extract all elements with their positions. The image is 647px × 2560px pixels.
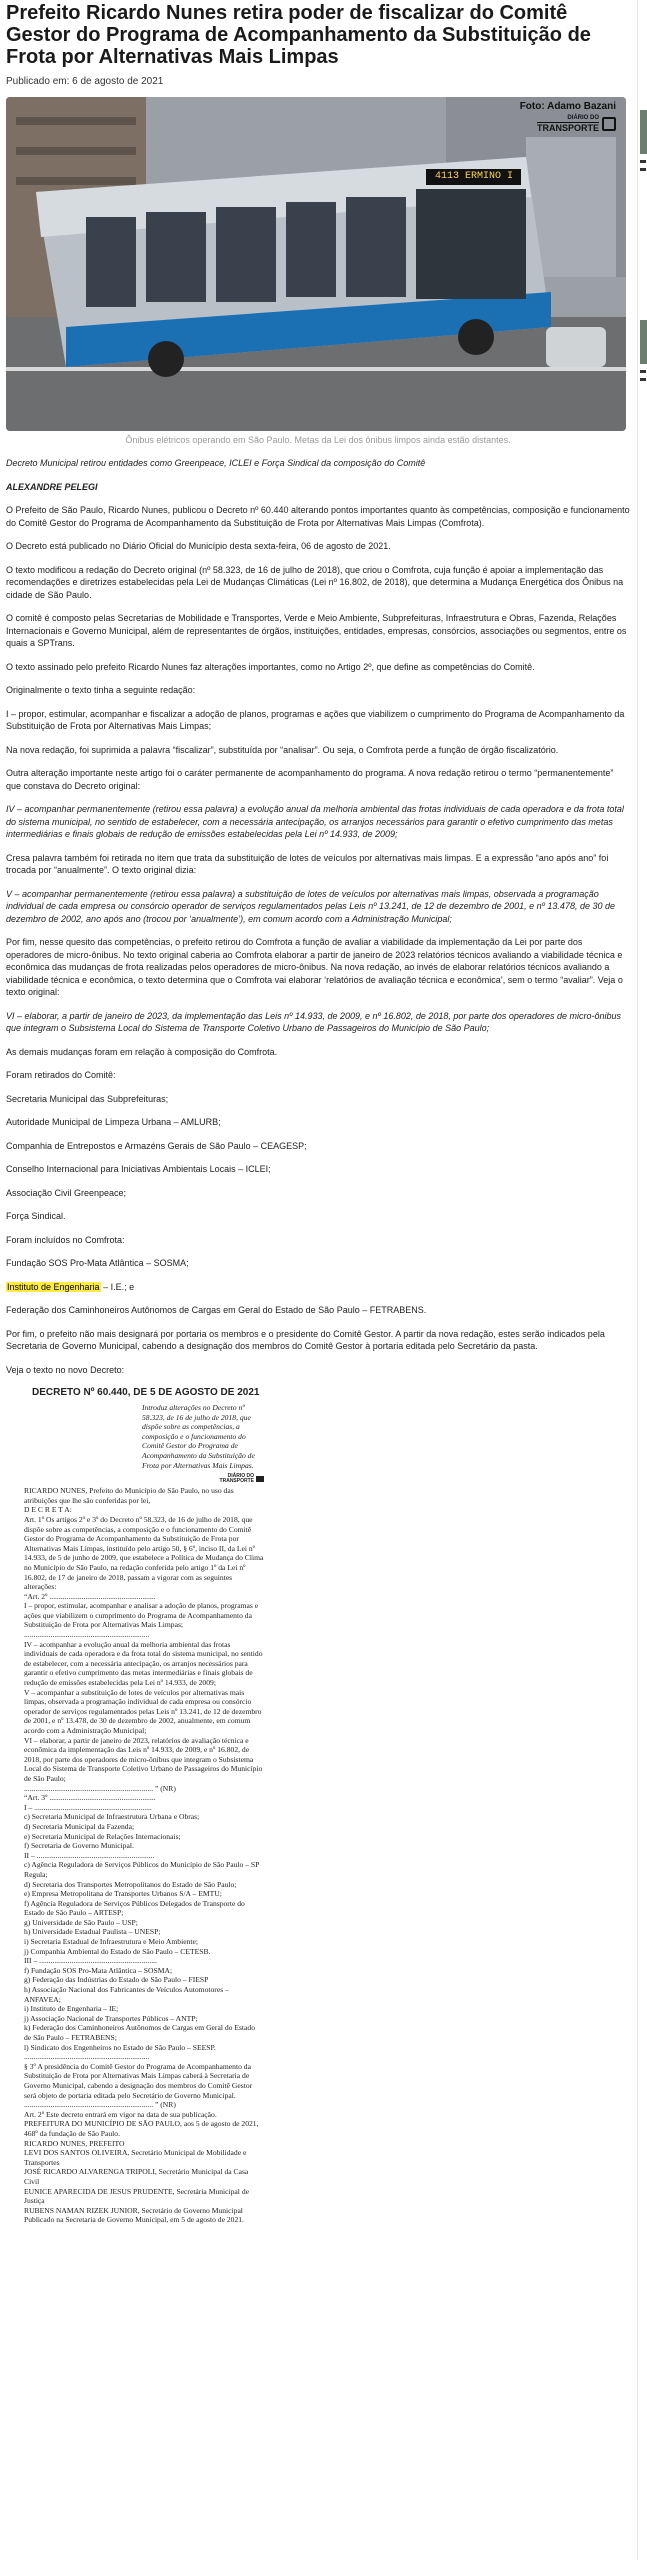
decree-line: ..................................................................: [24, 1630, 150, 1640]
article-paragraph: Por fim, o prefeito não mais designará por portaria os membros e o presidente do Comitê Gestor. A partir da nova redação, estes serão indicados pela Secretaria de Governo Municipal, cabendo a designação dos membros do Comitê Gestor à portaria editada pelo Secretário da pasta.: [6, 1328, 605, 1351]
article-paragraph: ALEXANDRE PELEGI: [6, 481, 98, 492]
article-paragraph: IV – acompanhar permanentemente (retirou essa palavra) a evolução anual da melhoria ambiental das frotas individuais de cada operadora e da frota total do sistema municipal, no sentido de estabelecer, com a necessária antecipação, os arranjos necessários para garantir o efetivo cumprimento das metas intermediárias e finais globais de redução de emissões estabelecidas pela Lei nº 14.933, de 2009;: [6, 804, 624, 839]
article-paragraph: Autoridade Municipal de Limpeza Urbana – AMLURB;: [6, 1117, 221, 1127]
article-paragraph: V – acompanhar permanentemente (retirou essa palavra) a substituição de lotes de veículos por alternativas mais limpas, observada a programação individual de cada empresa ou consórcio operador de serviços regulamentados pelas Leis nº 13.241, de 12 de dezembro de 2001, e nº 13.478, de 30 de dezembro de 2002, ano após ano (trocou por ‘anualmente’), em comum acordo com a Administração Municipal;: [6, 888, 615, 924]
article-paragraph: Foram incluídos no Comfrota:: [6, 1234, 125, 1245]
decree-line: f) Fundação SOS Pro-Mata Atlântica – SOSMA;: [24, 1965, 173, 1975]
decree-line: h) Associação Nacional dos Fabricantes de Veículos Automotores – ANFAVEA;: [24, 1985, 229, 2004]
decree-title: DECRETO Nº 60.440, DE 5 DE AGOSTO DE 2021: [32, 1387, 260, 1398]
article-paragraph: Cresa palavra também foi retirada no item que trata da substituição de lotes de veículos por alternativas mais limpas. E a expressão “ano após ano” foi trocada por “anualmente”. O texto original dizia:: [6, 852, 609, 875]
bus-icon: [256, 1476, 264, 1482]
article-paragraph: Secretaria Municipal das Subprefeituras;: [6, 1093, 169, 1104]
decree-line: k) Federação dos Caminhoneiros Autônomos de Cargas em Geral do Estado de São Paulo – FETRABENS;: [24, 2023, 255, 2042]
decree-line: e) Secretaria Municipal de Relações Internacionais;: [24, 1831, 181, 1841]
bus-logo-icon: [602, 117, 616, 131]
logo-bottom-text: TRANSPORTE: [536, 123, 599, 133]
decree-line: ..................................................................: [24, 2052, 150, 2062]
decree-line: l) Sindicato dos Engenheiros no Estado de São Paulo – SEESP.: [24, 2042, 216, 2052]
decree-line: VI – elaborar, a partir de janeiro de 2023, relatórios de avaliação técnica e econômica da implementação das Leis nº 14.933, de 2009, e nº 16.802, de 2018, por parte dos operadores de micro-ônibus que integram o Subsistema Local do Sistema de Transporte Coletivo Urbano de Passageiros do Município de São Paulo;: [24, 1735, 263, 1783]
article-paragraph: Veja o texto no novo Decreto:: [6, 1364, 125, 1375]
decree-line: III – ..............................................................: [24, 1956, 157, 1966]
stamp-bottom-text: TRANSPORTE: [219, 1478, 254, 1485]
sidebar-thumb[interactable]: [640, 320, 647, 364]
decree-line: I – propor, estimular, acompanhar e analisar a adoção de planos, programas e ações que viabilizem o cumprimento do Programa de Acompanhamento da Substituição de Frota por Alternativas Mais Limpas;: [24, 1601, 259, 1630]
decree-line: I – ..............................................................: [24, 1802, 152, 1812]
sidebar-text: [640, 160, 646, 163]
decree-line: j) Associação Nacional de Transportes Públicos – ANTP;: [24, 2013, 198, 2023]
decree-line: i) Instituto de Engenharia – IE;: [24, 2004, 119, 2014]
decree-line: “Art. 3º ........................................................: [24, 1793, 156, 1803]
article-title: Prefeito Ricardo Nunes retira poder de fiscalizar do Comitê Gestor do Programa de Acompanhamento da Substituição de Frota por Alternativas Mais Limpas: [6, 2, 591, 68]
diario-transporte-stamp-logo: [220, 1474, 264, 1484]
photo-caption: Ônibus elétricos operando em São Paulo. Metas da Lei dos ônibus limpos ainda estão distantes.: [125, 435, 511, 445]
decree-line: c) Secretaria Municipal de Infraestrutura Urbana e Obras;: [24, 1812, 200, 1822]
publish-date: Publicado em: 6 de agosto de 2021: [6, 76, 164, 87]
decree-line: “Art. 2º ........................................................: [24, 1591, 156, 1601]
sidebar-text: [640, 378, 646, 381]
sidebar-text: [640, 168, 646, 171]
article-paragraph: Outra alteração importante neste artigo foi o caráter permanente de acompanhamento do programa. A nova redação retirou o termo “permanentemente” que constava do Decreto original:: [6, 768, 614, 791]
diario-do-transporte-logo: [537, 115, 616, 133]
decree-line: h) Universidade Estadual Paulista – UNESP;: [24, 1927, 161, 1937]
decree-line: g) Federação das Indústrias do Estado de São Paulo – FIESP: [24, 1975, 209, 1985]
article-paragraph: Por fim, nesse quesito das competências, o prefeito retirou do Comfrota a função de avaliar a viabilidade da implementação da Lei por parte dos operadores de micro-ônibus. No texto original caberia ao Comfrota elaborar a partir de janeiro de 2023 relatórios técnicos avaliando a viabilidade técnica e econômica das mudanças de frota realizadas pelos operadores de micro-ônibus. Na nova redação, ao invés de elaborar relatórios técnicos avaliando a viabilidade técnica e econômica, o texto determina que o Comfrota vai elaborar ‘relatórios de avaliação técnica e econômica’, sem o termo “avaliar”. Veja o texto original:: [6, 937, 623, 997]
decree-line: d) Secretaria Municipal da Fazenda;: [24, 1821, 135, 1831]
decree-line: RICARDO NUNES, PREFEITO: [24, 2138, 125, 2148]
decree-line: JOSÉ RICARDO ALVARENGA TRIPOLI, Secretário Municipal da Casa Civil: [24, 2167, 249, 2186]
sidebar-strip: [637, 0, 647, 2560]
article-paragraph: Força Sindical.: [6, 1211, 66, 1221]
article-paragraph: Federação dos Caminhoneiros Autônomos de Cargas em Geral do Estado de São Paulo – FETRABENS.: [6, 1305, 427, 1315]
stamp-top-text: DIÁRIO DO: [227, 1473, 254, 1480]
decree-line: Art. 2º Este decreto entrará em vigor na data de sua publicação.: [24, 2109, 217, 2119]
article-paragraph: O texto assinado pelo prefeito Ricardo Nunes faz alterações importantes, como no Artigo 2º, que define as competências do Comitê.: [6, 661, 535, 672]
article-paragraph: Decreto Municipal retirou entidades como Greenpeace, ICLEI e Força Sindical da composição do Comitê: [6, 458, 426, 468]
sidebar-thumb[interactable]: [640, 110, 647, 154]
decree-line: .................................................................... ” (NR): [24, 2100, 176, 2110]
article-paragraph: As demais mudanças foram em relação à composição do Comfrota.: [6, 1046, 278, 1057]
article-paragraph: Na nova redação, foi suprimida a palavra “fiscalizar”, substituída por “analisar”. Ou seja, o Comfrota perde a função de órgão fiscalizatório.: [6, 744, 559, 755]
decree-line: RICARDO NUNES, Prefeito do Município de São Paulo, no uso das atribuições que lhe são conferidas por lei,: [24, 1486, 234, 1505]
article-paragraph: Companhia de Entrepostos e Armazéns Gerais de São Paulo – CEAGESP;: [6, 1140, 307, 1151]
decree-line: Art. 1º Os artigos 2º e 3º do Decreto nº 58.323, de 16 de julho de 2018, que dispõe sobre as competências, a composição e o funcionamento do Comitê Gestor do Programa de Acompanhamento da Substituição de Frota por Alternativas Mais Limpas, instituído pelo artigo 50, § 6º, inciso II, da Lei nº 14.933, de 5 de junho de 2009, que estabelece a Política de Mudança do Clima no Município de São Paulo, na redação conferida pelo artigo 1º da Lei nº 16.802, de 17 de janeiro de 2018, passam a vigorar com as seguintes alterações:: [24, 1514, 264, 1592]
decree-line: g) Universidade de São Paulo – USP;: [24, 1917, 138, 1927]
bus-photo-illustration: [6, 97, 626, 431]
decree-line: f) Agência Reguladora de Serviços Públicos Delegados de Transporte do Estado de São Paulo – ARTESP;: [24, 1898, 245, 1918]
decree-line: f) Secretaria de Governo Municipal.: [24, 1841, 134, 1851]
decree-line: j) Companhia Ambiental do Estado de São Paulo – CETESB.: [24, 1946, 211, 1956]
decree-scan: [24, 1387, 264, 2225]
decree-line: Publicado na Secretaria de Governo Municipal, em 5 de agosto de 2021.: [24, 2215, 244, 2225]
highlighted-link[interactable]: Instituto de Engenharia: [7, 1281, 100, 1292]
decree-line: c) Agência Reguladora de Serviços Públicos do Município de São Paulo – SP Regula;: [24, 1860, 260, 1879]
article-paragraph: Conselho Internacional para Iniciativas Ambientais Locais – ICLEI;: [6, 1164, 271, 1174]
decree-line: d) Secretaria dos Transportes Metropolitanos do Estado de São Paulo;: [24, 1879, 237, 1889]
decree-summary: Introduz alterações no Decreto nº 58.323, de 16 de julho de 2018, que dispõe sobre as competências, a composição e o funcionamento do Comitê Gestor do Programa de Acompanhamento da Substituição de Frota por Alternativas Mais Limpas.: [142, 1403, 255, 1470]
decree-line: II – ..............................................................: [24, 1850, 155, 1860]
decree-line: LEVI DOS SANTOS OLIVEIRA, Secretário Municipal de Mobilidade e Transportes: [24, 2148, 247, 2167]
article-paragraph: Associação Civil Greenpeace;: [6, 1187, 127, 1198]
article-paragraph: Foram retirados do Comitê:: [6, 1070, 116, 1080]
article-paragraph: I – propor, estimular, acompanhar e fiscalizar a adoção de planos, programas e ações que viabilizem o cumprimento do Programa de Acompanhamento da Substituição de Frota por Alternativas Mais Limpas;: [6, 708, 625, 731]
photo-credit: Foto: Adamo Bazani: [519, 101, 616, 112]
decree-line: IV – acompanhar a evolução anual da melhoria ambiental das frotas individuais de cada operadora e da frota total do sistema municipal, no sentido de estabelecer, com a necessária antecipação, os arranjos necessários para garantir o efetivo cumprimento das metas intermediárias e finais globais de redução de emissões estabelecidas pela Lei nº 14.933, de 2009;: [24, 1639, 263, 1688]
decree-line: EUNICE APARECIDA DE JESUS PRUDENTE, Secretária Municipal de Justiça: [24, 2186, 249, 2206]
decree-line: RUBENS NAMAN RIZEK JUNIOR, Secretário de Governo Municipal: [24, 2205, 243, 2215]
decree-line: .................................................................... ” (NR): [24, 1783, 176, 1793]
decree-line: V – acompanhar a substituição de lotes de veículos por alternativas mais limpas, observada a programação individual de cada empresa ou consórcio operador de serviços regulamentados pelas Leis nº 13.241, de 12 de dezembro de 2001, e nº 13.478, de 30 de dezembro de 2002, anualmente, em comum acordo com a Administração Municipal;: [24, 1687, 262, 1735]
article-paragraph: O comitê é composto pelas Secretarias de Mobilidade e Transportes, Verde e Meio Ambiente, Subprefeituras, Infraestrutura e Obras, Fazenda, Relações Internacionais e Governo Municipal, além de representantes de órgãos, instituições, entidades, empresas, consórcios, associações ou segmentos, entre os quais a SPTrans.: [6, 613, 627, 648]
article-photo[interactable]: [6, 97, 626, 431]
article-paragraph: Instituto de Engenharia – I.E.; e: [7, 1281, 135, 1292]
logo-top-text: DIÁRIO DO: [567, 115, 599, 121]
decree-line: D E C R E T A:: [24, 1505, 72, 1515]
decree-line: e) Empresa Metropolitana de Transportes Urbanos S/A – EMTU;: [24, 1889, 222, 1899]
decree-line: § 3º A presidência do Comitê Gestor do Programa de Acompanhamento da Substituição de Frota por Alternativas Mais Limpas caberá à Secretaria de Governo Municipal, cabendo a designação dos membros do Comitê Gestor será objeto de portaria editada pelo Secretário de Governo Municipal.: [24, 2061, 253, 2100]
decree-line: i) Secretaria Estadual de Infraestrutura e Meio Ambiente;: [24, 1937, 198, 1947]
article-paragraph: VI – elaborar, a partir de janeiro de 2023, da implementação das Leis nº 14.933, de 2009, e nº 16.802, de 2018, por parte dos operadores de micro-ônibus que integram o Subsistema Local do Sistema de Transporte Coletivo Urbano de Passageiros do Município de São Paulo;: [6, 1010, 621, 1033]
decree-line: PREFEITURA DO MUNICÍPIO DE SÃO PAULO, aos 5 de agosto de 2021, 468º da fundação de São Paulo.: [24, 2119, 259, 2138]
sidebar-text: [640, 370, 646, 373]
decree-lines: [24, 1486, 264, 2225]
article-body: [6, 457, 630, 1376]
article-paragraph: O texto modificou a redação do Decreto original (nº 58.323, de 16 de julho de 2018), que criou o Comfrota, cuja função é apoiar a implementação das recomendações e diretrizes estabelecidas pela Lei de Mudanças Climáticas (Lei nº 16.802, de 2018), que determina a Mudança Energética dos Ônibus na cidade de São Paulo.: [6, 564, 624, 600]
bus-route-sign: 4113 ERMINO I: [434, 171, 513, 182]
article-paragraph: O Decreto está publicado no Diário Oficial do Município desta sexta-feira, 06 de agosto de 2021.: [6, 541, 391, 551]
decree-stamp: [24, 1474, 264, 1484]
article-paragraph: Fundação SOS Pro-Mata Atlântica – SOSMA;: [6, 1258, 189, 1268]
article-paragraph: O Prefeito de São Paulo, Ricardo Nunes, publicou o Decreto nº 60.440 alterando pontos importantes quanto às competências, composição e funcionamento do Comitê Gestor do Programa de Acompanhamento da Substituição de Frota por Alternativas Mais Limpas (Comfrota).: [6, 505, 630, 528]
article-paragraph: Originalmente o texto tinha a seguinte redação:: [6, 685, 196, 695]
